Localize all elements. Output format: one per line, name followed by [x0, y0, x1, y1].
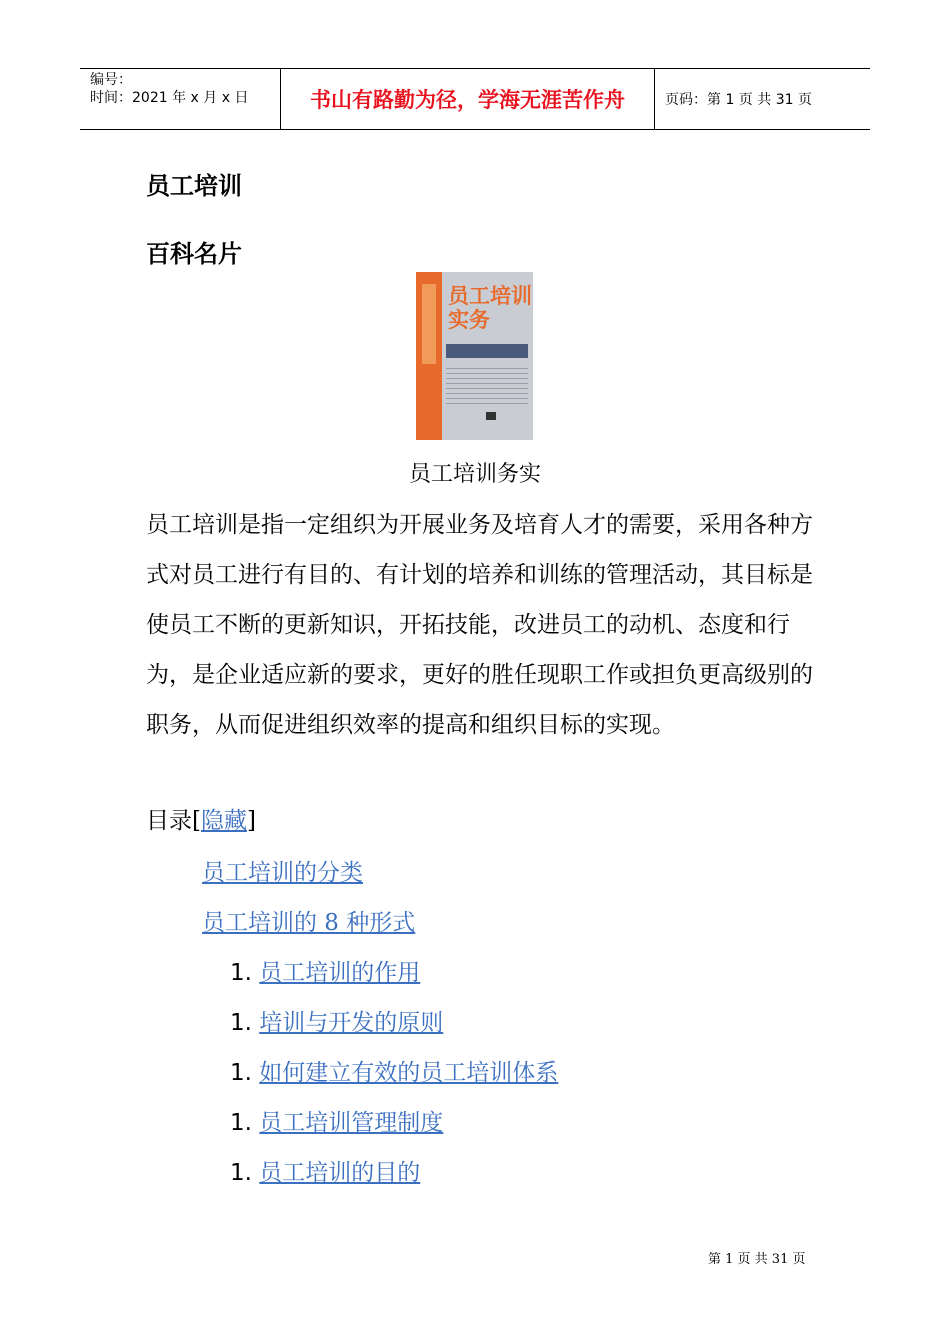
- body-text: 员工培训是指一定组织为开展业务及培育人才的需要，采用各种方式对员工进行有目的、有计划的培养和训练的管理活动，其目标是使员工不断的更新知识，开拓技能，改进员工的动机、态度和行为，是企业适应新的要求，更好的胜任现职工作或担负更高级别的职务，从而促进组织效率的提高和组织目标的实现。: [146, 512, 813, 738]
- toc-item[interactable]: [230, 1054, 558, 1087]
- header-motto-cell: [281, 69, 655, 129]
- toc-item[interactable]: [230, 954, 420, 987]
- toc-item[interactable]: [202, 904, 415, 937]
- header-page-info: 页码：第 1 页 共 31 页: [665, 92, 812, 108]
- toc-number: 1.: [230, 1110, 252, 1136]
- publisher-logo-icon: [486, 412, 496, 420]
- toc-heading: 目录[隐藏]: [146, 808, 256, 834]
- toc-link[interactable]: 如何建立有效的员工培训体系: [259, 1060, 559, 1086]
- toc-number: 1.: [230, 1160, 252, 1186]
- toc-number: 1.: [230, 960, 252, 986]
- cover-photo-strip: [446, 344, 528, 358]
- toc-link[interactable]: 培训与开发的原则: [259, 1010, 444, 1036]
- toc-number: 1.: [230, 1060, 252, 1086]
- toc-link[interactable]: 员工培训的 8 种形式: [202, 910, 416, 936]
- toc-hide-link[interactable]: 隐藏: [200, 808, 247, 834]
- number-label: 编号：: [90, 72, 132, 88]
- toc-item[interactable]: [230, 1104, 443, 1137]
- cover-text-lines: [446, 364, 528, 404]
- toc-number: 1.: [230, 1010, 252, 1036]
- toc-label: 目录: [146, 808, 192, 834]
- time-label: 时间：2021 年 x 月 x 日: [90, 90, 249, 106]
- toc-link[interactable]: 员工培训的目的: [259, 1160, 421, 1186]
- page-footer: 第 1 页 共 31 页: [708, 1252, 806, 1267]
- motto-text: 书山有路勤为径，学海无涯苦作舟: [310, 88, 625, 112]
- toc-link[interactable]: 员工培训的分类: [202, 860, 363, 886]
- doc-title: 员工培训: [146, 172, 242, 200]
- toc-item[interactable]: [202, 854, 363, 887]
- toc-link[interactable]: 员工培训管理制度: [259, 1110, 444, 1136]
- section-title: 百科名片: [146, 240, 242, 268]
- book-cover-image: [416, 272, 533, 440]
- cover-band-accent: [422, 284, 436, 364]
- page-header: [80, 68, 870, 130]
- image-caption: 员工培训务实: [408, 462, 541, 487]
- toc-item[interactable]: [230, 1154, 420, 1187]
- body-paragraph: [146, 500, 814, 750]
- toc-item[interactable]: [230, 1004, 443, 1037]
- header-meta: [80, 69, 281, 129]
- cover-title-art: 员工培训 实务: [448, 284, 532, 332]
- toc-link[interactable]: 员工培训的作用: [259, 960, 421, 986]
